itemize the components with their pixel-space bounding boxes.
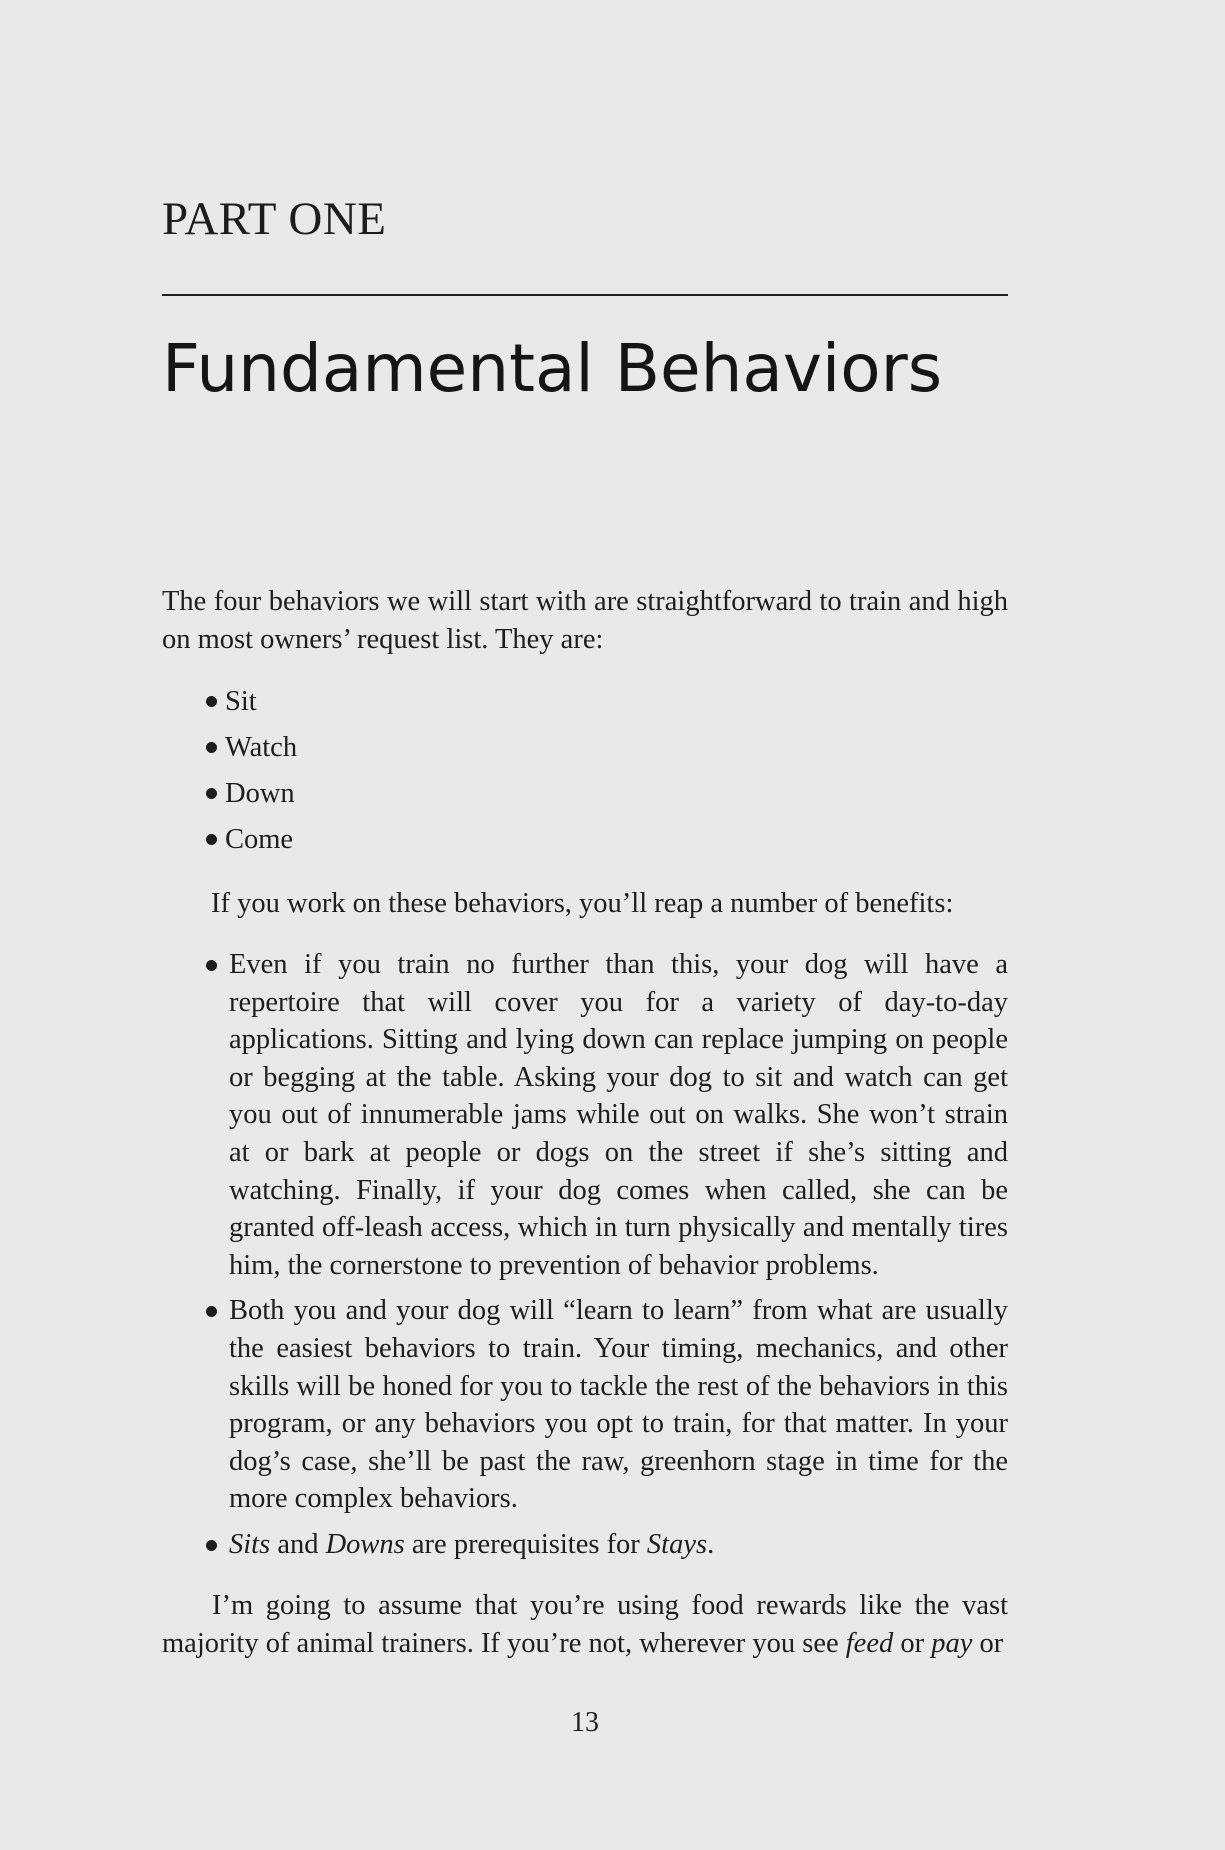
emphasis-downs: Downs [325,1528,405,1560]
benefits-lead-paragraph: If you work on these behaviors, you’ll reap a number of benefits: [211,888,954,919]
emphasis-pay: pay [931,1627,973,1659]
list-item [206,1292,1008,1518]
page-number: 13 [571,1707,599,1738]
emphasis-sits: Sits [229,1528,271,1560]
list-item [206,727,297,773]
list-item [206,819,297,865]
bullet-icon [206,696,217,707]
emphasis-feed: feed [845,1627,894,1659]
emphasis-stays: Stays [646,1528,708,1560]
list-item [206,946,1008,1284]
bullet-icon [206,1306,217,1317]
part-label: PART ONE [162,193,387,245]
benefit-text: are prerequisites for [404,1528,647,1560]
intro-paragraph: The four behaviors we will start with are straightforward to train and high on most owners’ request list. They are: [162,586,1008,655]
chapter-title: Fundamental Behaviors [162,330,943,407]
closing-text: or [972,1627,1004,1659]
closing-text: I’m going to assume that you’re using food rewards like the vast majority of animal trainers. If you’re not, wherever you see [162,1590,1008,1659]
list-item [206,681,297,727]
list-item [206,1526,1008,1564]
bullet-icon [206,960,217,971]
behavior-label: Watch [225,732,298,763]
behavior-label: Sit [225,686,257,717]
closing-paragraph [162,1587,1008,1662]
behavior-list [206,681,297,865]
bullet-icon [206,1540,217,1551]
behavior-label: Down [225,778,295,809]
bullet-icon [206,742,217,753]
benefits-list [206,946,1008,1572]
benefit-text: and [270,1528,326,1560]
list-item [206,773,297,819]
bullet-icon [206,788,217,799]
bullet-icon [206,834,217,845]
behavior-label: Come [225,824,294,855]
closing-text: or [893,1627,932,1659]
horizontal-rule [162,294,1008,296]
benefit-text: Even if you train no further than this, your dog will have a repertoire that will cover you for a variety of day-to-day applications. Sitting and lying down can replace jumping on people or begging at the table. Asking your dog to sit and watch can get you out of innumerable jams while out on walks. She won’t strain at or bark at people or dogs on the street if she’s sitting and watching. Finally, if your dog comes when called, she can be granted off-leash access, which in turn physically and mentally tires him, the cornerstone to prevention of behavior problems. [229,949,1008,1281]
benefit-text: . [707,1528,715,1560]
benefit-text: Both you and your dog will “learn to learn” from what are usually the easiest behaviors to train. Your timing, mechanics, and other skills will be honed for you to tackle the rest of the behaviors in this program, or any behaviors you opt to train, for that matter. In your dog’s case, she’ll be past the raw, greenhorn stage in time for the more complex behaviors. [229,1295,1008,1515]
